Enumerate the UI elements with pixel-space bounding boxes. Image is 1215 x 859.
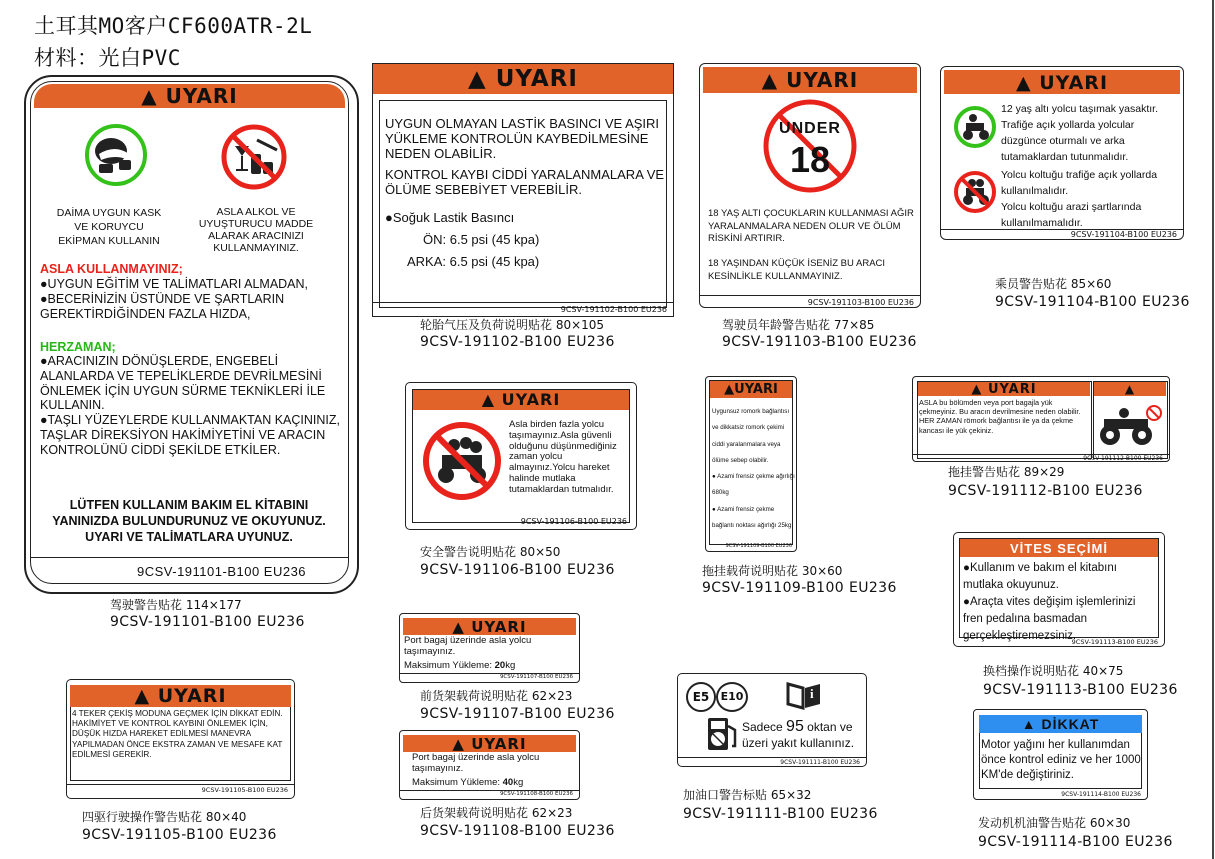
caption-cn: 前货架载荷说明贴花 62×23 (420, 689, 573, 703)
caption-cn: 发动机机油警告贴花 60×30 (978, 816, 1131, 830)
warning-triangle-icon: ▲ (724, 382, 735, 397)
caption-code: 9CSV-191106-B100 EU236 (420, 562, 615, 578)
warning-banner (373, 64, 673, 94)
sticker-191114 (973, 709, 1148, 800)
gear-line: ●Kullanım ve bakım el kitabını (963, 562, 1117, 574)
sticker-code: 9CSV-191114-B100 EU236 (1061, 791, 1141, 798)
sticker-code: 9CSV-191105-B100 EU236 (201, 786, 288, 794)
caption-cn: 轮胎气压及负荷说明贴花 80×105 (420, 318, 605, 332)
sticker-191102 (372, 63, 674, 317)
warning-banner (403, 735, 576, 752)
tire-risk-text: KONTROL KAYBI CİDDİ YARALANMALARA VE ÖLÜME SEBEBİYET VEREBİLİR. (385, 167, 665, 197)
cargo-warning-text: Port bagaj üzerinde asla yolcu taşımayınız. (404, 635, 532, 657)
warning-triangle-icon: ▲ (452, 735, 465, 753)
asla-title: ASLA KULLANMAYINIZ; (40, 262, 183, 276)
towing-line: Uygunsuz romork bağlantısı (712, 408, 790, 415)
warning-banner (703, 67, 917, 93)
gear-text (963, 560, 1135, 645)
e10-badge: E10 (716, 682, 748, 712)
caption-cn: 四驱行驶操作警告贴花 80×40 (82, 810, 247, 824)
age-risk-text: 18 YAŞ ALTI ÇOCUKLARIN KULLANMASI AĞIR YARALANMALARA NEDEN OLUR VE ÖLÜM RİSKİNİ ARTIRIR. (708, 208, 914, 244)
passenger-seat-text: Yolcu koltuğu trafiğe açık yollarda kullanılmalıdır. Yolcu koltuğu arazi şartlarında kullanılmamalıdır. (1001, 169, 1158, 229)
caution-word: DİKKAT (1041, 716, 1100, 732)
no-passenger-icon (953, 170, 997, 214)
sticker-191103 (699, 63, 921, 308)
fuel-pump-icon (704, 714, 740, 754)
caption-code: 9CSV-191109-B100 EU236 (702, 580, 897, 596)
caption-code: 9CSV-191102-B100 EU236 (420, 334, 615, 350)
caption-cn: 换档操作说明贴花 40×75 (983, 664, 1124, 678)
front-pressure: ÖN: 6.5 psi (45 kpa) (423, 232, 540, 247)
warning-triangle-icon: ▲ (1094, 382, 1166, 396)
warning-banner (944, 70, 1180, 94)
caption-code: 9CSV-191113-B100 EU236 (983, 682, 1178, 698)
max-load (404, 660, 515, 671)
age-number: 18 (789, 139, 831, 180)
towing-line: 680kg (712, 489, 729, 497)
sticker-191104 (940, 66, 1184, 240)
caption-cn: 后货架载荷说明贴花 62×23 (420, 806, 573, 820)
sticker-code: 9CSV-191108-B100 EU236 (499, 791, 573, 797)
warning-triangle-icon: ▲ (141, 84, 158, 108)
helmet-label: DAİMA UYGUN KASK VE KORUYCU EKİPMAN KULLANIN (56, 207, 162, 247)
warning-word: UYARI (1039, 72, 1109, 94)
sticker-code: 9CSV-191111-B100 EU236 (780, 759, 860, 766)
sticker-code: 9CSV-191113-B100 EU236 (1071, 638, 1158, 646)
warning-triangle-icon: ▲ (134, 685, 151, 707)
sticker-code: 9CSV-191112-B100 EU236 (1083, 455, 1163, 462)
max-load-value: 20 (494, 660, 506, 671)
alcohol-label: ASLA ALKOL VE UYUŞTURUCU MADDE ALARAK ARACINIZI KULLANMAYINIZ. (198, 206, 314, 254)
helmet-icon (85, 124, 147, 186)
rear-pressure: ARKA: 6.5 psi (45 kpa) (407, 254, 540, 269)
herzaman-text: ●ARACINIZIN DÖNÜŞLERDE, ENGEBELİ ALANLARDA VE TEPELİKLERDE DEVRİLMESİNİ ÖNLEMEK İÇİN UYGUN SÜRME TEKNİKLERİ İLE KULLANIN. ●TAŞLI YÜZEYLERDE KULLANMAKTAN KAÇININIZ, TAŞLAR DİREKSİYON HAKİMİYETİNİ VE ARACIN KONTROLÜNÜ CİDDİ ŞEKİLDE ETKİLER. (40, 354, 340, 457)
footer-note: LÜTFEN KULLANIM BAKIM EL KİTABINI YANINIZDA BULUNDURUNUZ VE OKUYUNUZ. UYARI VE TALİMATLARA UYUNUZ. (52, 498, 326, 544)
sticker-191112 (912, 376, 1170, 462)
octane-pre: Sadece (742, 720, 787, 734)
atv-towing-icon (1096, 403, 1164, 449)
warning-word: UYARI (734, 382, 778, 397)
age-prohibit-text: 18 YAŞINDAN KÜÇÜK İSENİZ BU ARACI KESİNLİKLE KULLANMAYINIZ. (708, 258, 886, 282)
e5-badge: E5 (686, 682, 716, 712)
warning-banner (403, 618, 576, 635)
towing-line: ● Azami frensiz çekme ağırlığı (712, 473, 795, 481)
cold-pressure-label: ●Soğuk Lastik Basıncı (385, 210, 515, 225)
caption-cn: 拖挂警告贴花 89×29 (948, 465, 1065, 479)
caption-cn: 安全警告说明贴花 80×50 (420, 545, 561, 559)
sticker-code: 9CSV-191107-B100 EU236 (499, 674, 573, 680)
divider (31, 557, 348, 558)
passenger-allowed-icon (953, 105, 997, 149)
sticker-191113 (953, 532, 1165, 647)
warning-triangle-icon: ▲ (481, 390, 496, 409)
warning-triangle-icon: ▲ (452, 618, 465, 636)
caption-code: 9CSV-191103-B100 EU236 (722, 334, 917, 350)
sticker-191105 (66, 679, 295, 799)
warning-word: UYARI (157, 685, 227, 707)
warning-triangle-icon: ▲ (1021, 716, 1037, 732)
herzaman-title: HERZAMAN; (40, 340, 116, 354)
sticker-code: 9CSV-191104-B100 EU236 (1070, 230, 1177, 239)
passenger-warning-text: Asla birden fazla yolcu taşımayınız.Asla güvenli olduğunu düşünmediğiniz zaman yolcu almayınız.Yolcu hareket halinde mutlaka tutamaklardan tutmalıdır. (509, 419, 617, 495)
sticker-code: 9CSV-191106-B100 EU236 (520, 517, 627, 526)
octane-number: 95 (786, 718, 804, 735)
sticker-191107 (399, 613, 580, 683)
warning-word: UYARI (495, 66, 578, 92)
warning-word: UYARI (471, 735, 527, 753)
sticker-code: 9CSV-191102-B100 EU236 (560, 305, 667, 314)
towing-line: ciddi yaralanmalara veya (712, 440, 781, 448)
tire-warning-text: UYGUN OLMAYAN LASTİK BASINCI VE AŞIRI YÜKLEME KONTROLÜN KAYBEDİLMESİNE NEDEN OLABİLİR. (385, 116, 660, 161)
no-alcohol-icon (221, 124, 287, 190)
caption-code: 9CSV-191105-B100 EU236 (82, 827, 277, 843)
caption-code: 9CSV-191108-B100 EU236 (420, 823, 615, 839)
caution-banner (979, 715, 1142, 733)
max-load-unit: kg (513, 777, 524, 788)
warning-word: UYARI (786, 68, 859, 92)
warning-triangle-icon: ▲ (468, 66, 487, 92)
fuel-line: üzeri yakıt kullanınız. (742, 736, 855, 750)
caption-code: 9CSV-191111-B100 EU236 (683, 806, 878, 822)
octane-post: oktan ve (803, 720, 853, 734)
caption-cn: 驾驶员年龄警告贴花 77×85 (722, 318, 875, 332)
cargo-warning-text: Port bagaj üzerinde asla yolcu taşımayınız. (412, 752, 540, 774)
warning-banner (34, 84, 345, 108)
sticker-code: 9CSV-191109-B100 EU236 (725, 543, 792, 549)
caption-code: 9CSV-191101-B100 EU236 (110, 614, 305, 630)
max-load-label: Maksimum Yükleme: (412, 777, 503, 788)
caption-code: 9CSV-191114-B100 EU236 (978, 834, 1173, 850)
warning-banner (918, 382, 1090, 396)
towing-warning-text: ASLA bu bölümden veya port bagajla yük çekmeyiniz. Bu aracın devrilmesine neden olabilir. HER ZAMAN römork bağlantısı ile ya da çekme kancası ile yük çekiniz. (919, 398, 1081, 435)
towing-text (712, 404, 796, 534)
sticker-code: 9CSV-191103-B100 EU236 (807, 298, 914, 307)
divider (373, 302, 673, 303)
warning-triangle-icon: ▲ (971, 382, 983, 397)
gear-line: mutlaka okuyunuz. (963, 579, 1059, 591)
divider (700, 295, 920, 296)
towing-line: ölüme sebep olabilir. (712, 456, 769, 464)
max-load (412, 777, 523, 788)
towing-line: ve dikkatsiz romork çekimi (712, 424, 785, 432)
sticker-191109 (705, 376, 797, 552)
sticker-191106 (405, 382, 637, 530)
caption-cn: 加油口警告标贴 65×32 (683, 788, 812, 802)
caption-cn: 驾驶警告贴花 114×177 (110, 598, 242, 612)
manual-book-icon (786, 680, 822, 710)
awd-warning-text: 4 TEKER ÇEKİŞ MODUNA GEÇMEK İÇİN DİKKAT EDİN. HAKİMİYET VE KONTROL KAYBINI ÖNLEMEK İÇİN, DÜŞÜK HIZDA HAREKET EDİLMESİ MANEVRA YAPILMADAN ÖNCE EKSTRA ZAMAN VE MESAFE KAT EDİLMESİ GEREKİR. (72, 709, 283, 759)
caption-cn: 拖挂载荷说明贴花 30×60 (702, 564, 843, 578)
warning-banner (413, 390, 629, 410)
asla-text: ●UYGUN EĞİTİM VE TALİMATLARI ALMADAN, ●BECERİNİZİN ÜSTÜNDE VE ŞARTLARIN GEREKTİRDİĞİNDEN FAZLA HIZDA, (40, 277, 309, 321)
max-load-unit: kg (505, 660, 516, 671)
towing-line: ● Azami frensiz çekme (712, 505, 775, 513)
passenger-rule-text: 12 yaş altı yolcu taşımak yasaktır. Trafiğe açık yollarda yolcular düzgünce oturmalı ve arka tutamaklardan tutunmalıdır. (1001, 103, 1158, 163)
caption-code: 9CSV-191107-B100 EU236 (420, 706, 615, 722)
caption-code: 9CSV-191112-B100 EU236 (948, 483, 1143, 499)
oil-warning-text: Motor yağını her kullanımdan önce kontrol ediniz ve her 1000 KM'de değiştiriniz. (981, 739, 1141, 781)
doc-material: 材料：光白PVC (34, 46, 181, 70)
warning-word: UYARI (501, 390, 561, 409)
warning-banner (710, 381, 792, 398)
under-label: UNDER (779, 120, 841, 137)
doc-title: 土耳其MO客户CF600ATR-2L (34, 14, 313, 38)
warning-banner (70, 685, 291, 707)
warning-word: UYARI (987, 382, 1037, 397)
max-load-value: 40 (502, 777, 514, 788)
sticker-191108 (399, 730, 580, 800)
gear-banner: VİTES SEÇİMİ (960, 539, 1158, 557)
octane-line (742, 718, 853, 736)
sticker-code: 9CSV-191101-B100 EU236 (137, 564, 307, 579)
scrollbar-edge[interactable] (1212, 0, 1214, 859)
sticker-191111 (677, 673, 867, 767)
gear-line: gerçekleştiremezsiniz. (963, 630, 1077, 642)
warning-triangle-icon: ▲ (1015, 72, 1032, 94)
divider (67, 784, 294, 785)
sticker-191101 (30, 81, 349, 584)
max-load-label: Maksimum Yükleme: (404, 660, 495, 671)
towing-line: bağlantı noktası ağırlığı 25kg (712, 522, 792, 530)
caption-cn: 乘员警告贴花 85×60 (995, 277, 1112, 291)
warning-word: UYARI (165, 84, 238, 108)
no-multiple-passengers-icon (422, 421, 502, 501)
warning-word: UYARI (471, 618, 527, 636)
gear-line: ●Araçta vites değişim işlemlerinizi (963, 596, 1136, 608)
gear-line: fren pedalına basmadan (963, 613, 1088, 625)
caption-code: 9CSV-191104-B100 EU236 (995, 294, 1190, 310)
warning-triangle-icon: ▲ (761, 68, 779, 92)
info-glyph: i (810, 686, 814, 701)
